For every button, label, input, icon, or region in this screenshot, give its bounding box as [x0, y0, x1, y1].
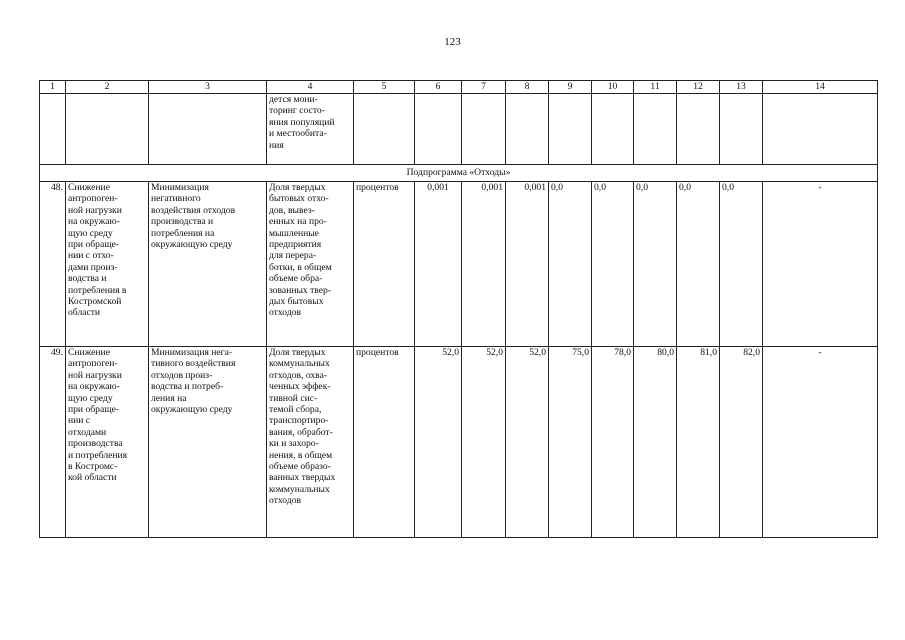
value-cell: 0,0 [549, 182, 592, 347]
text-line: водства и [68, 273, 107, 285]
column-number-row [40, 81, 878, 94]
continuation-row [40, 94, 878, 165]
text-line: ванных твердых [269, 472, 336, 484]
text-line: производства и [151, 216, 214, 228]
task-cell [66, 347, 149, 538]
text-line: отходов произ- [151, 369, 213, 381]
value-cell: 0,0 [634, 182, 677, 347]
empty-cell [677, 94, 720, 165]
text-line: на окружаю- [68, 381, 120, 393]
text-line: объеме образо- [269, 461, 331, 473]
text-line: ченных эффек- [269, 381, 331, 393]
column-number: 11 [634, 81, 677, 94]
unit-cell: процентов [354, 347, 415, 538]
empty-cell [592, 94, 634, 165]
text-line: потребления в [68, 284, 127, 296]
text-line: негативного [151, 193, 201, 205]
text-line: Минимизация нега- [151, 347, 233, 358]
text-line: Доля твердых [269, 347, 326, 358]
value-cell: 52,0 [415, 347, 462, 538]
text-line: дых бытовых [269, 296, 324, 308]
text-line: окружающую среду [151, 239, 233, 251]
text-line: области [68, 307, 101, 319]
text-line: объеме обра- [269, 273, 323, 285]
text-line: отходами [68, 426, 107, 438]
column-number: 8 [506, 81, 549, 94]
column-number: 7 [462, 81, 506, 94]
goal-cell [149, 182, 267, 347]
goal-cell [149, 347, 267, 538]
task-cell [66, 182, 149, 347]
text-line: потребления на [151, 227, 215, 239]
page-number: 123 [444, 36, 461, 48]
text-line: на окружаю- [68, 216, 120, 228]
empty-cell [506, 94, 549, 165]
text-line: нии с [68, 415, 91, 427]
value-cell: 80,0 [634, 347, 677, 538]
text-line: темой сбора, [269, 404, 322, 416]
value-cell: 78,0 [592, 347, 634, 538]
column-number: 9 [549, 81, 592, 94]
value-cell: 81,0 [677, 347, 720, 538]
text-line: тивного воздействия [151, 358, 236, 370]
text-line: антропоген- [68, 193, 118, 205]
text-line: Снижение [68, 347, 110, 358]
column-number: 14 [763, 81, 878, 94]
row-number: 48. [40, 182, 66, 347]
text-line: коммунальных [269, 358, 330, 370]
column-number: 10 [592, 81, 634, 94]
text-line: дами произ- [68, 261, 118, 273]
text-line: кой области [68, 472, 117, 484]
subprogram-title: Подпрограмма «Отходы» [40, 165, 878, 182]
text-line: в Костромс- [68, 461, 118, 473]
text-line: тивной сис- [269, 392, 318, 404]
value-cell: 0,0 [720, 182, 763, 347]
text-line: отходов [269, 307, 302, 319]
column-number: 6 [415, 81, 462, 94]
text-line: коммунальных [269, 483, 330, 495]
empty-cell [462, 94, 506, 165]
text-line: дов, вывез- [269, 204, 315, 216]
text-line: вания, обработ- [269, 426, 333, 438]
subprogram-row [40, 165, 878, 182]
text-line: ботки, в общем [269, 261, 332, 273]
column-number: 3 [149, 81, 267, 94]
text-line: антропоген- [68, 358, 118, 370]
value-cell: 0,001 [462, 182, 506, 347]
empty-cell [415, 94, 462, 165]
indicator-cell [267, 94, 354, 165]
table-row [40, 182, 878, 347]
empty-cell [66, 94, 149, 165]
column-number: 13 [720, 81, 763, 94]
indicator-cell [267, 182, 354, 347]
text-line: отходов [269, 495, 302, 507]
text-line: Костромской [68, 296, 122, 308]
column-number: 5 [354, 81, 415, 94]
text-line: предприятия [269, 239, 322, 251]
value-cell: 52,0 [462, 347, 506, 538]
text-line: торинг состо- [269, 105, 325, 117]
text-line: мышленные [269, 227, 319, 239]
unit-cell: процентов [354, 182, 415, 347]
indicator-cell [267, 347, 354, 538]
note-cell: - [763, 182, 878, 347]
table-row [40, 347, 878, 538]
text-line: Доля твердых [269, 182, 326, 193]
text-line: нения, в общем [269, 449, 333, 461]
text-line: ной нагрузки [68, 369, 122, 381]
text-line: ния [269, 139, 284, 151]
value-cell: 0,001 [415, 182, 462, 347]
value-cell: 82,0 [720, 347, 763, 538]
empty-cell [720, 94, 763, 165]
text-line: ки и захоро- [269, 438, 319, 450]
text-line: воздействия отходов [151, 204, 236, 216]
text-line: ной нагрузки [68, 204, 122, 216]
value-cell: 0,0 [677, 182, 720, 347]
column-number: 1 [40, 81, 66, 94]
text-line: производства [68, 438, 123, 450]
text-line: Снижение [68, 182, 110, 193]
value-cell: 0,001 [506, 182, 549, 347]
column-number: 4 [267, 81, 354, 94]
text-line: Минимизация [151, 182, 209, 193]
column-number: 2 [66, 81, 149, 94]
empty-cell [354, 94, 415, 165]
text-line: при обраще- [68, 239, 120, 251]
text-line: щую среду [68, 392, 113, 404]
text-line: ления на [151, 392, 187, 404]
text-line: отходов, охва- [269, 369, 328, 381]
value-cell: 75,0 [549, 347, 592, 538]
text-line: при обраще- [68, 404, 120, 416]
text-line: дется мони- [269, 94, 318, 105]
empty-cell [634, 94, 677, 165]
text-line: щую среду [68, 227, 113, 239]
text-line: водства и потреб- [151, 381, 224, 393]
column-number: 12 [677, 81, 720, 94]
value-cell: 0,0 [592, 182, 634, 347]
empty-cell [149, 94, 267, 165]
text-line: и местообита- [269, 128, 327, 140]
text-line: для перера- [269, 250, 317, 262]
text-line: зованных твер- [269, 284, 332, 296]
text-line: енных на про- [269, 216, 327, 228]
empty-cell [763, 94, 878, 165]
text-line: яния популяций [269, 116, 335, 128]
value-cell: 52,0 [506, 347, 549, 538]
text-line: транспортиро- [269, 415, 329, 427]
row-number: 49. [40, 347, 66, 538]
empty-cell [549, 94, 592, 165]
text-line: окружающую среду [151, 404, 233, 416]
indicator-table [39, 80, 878, 538]
text-line: бытовых отхо- [269, 193, 329, 205]
text-line: нии с отхо- [68, 250, 114, 262]
empty-cell [40, 94, 66, 165]
text-line: и потребления [68, 449, 128, 461]
note-cell: - [763, 347, 878, 538]
